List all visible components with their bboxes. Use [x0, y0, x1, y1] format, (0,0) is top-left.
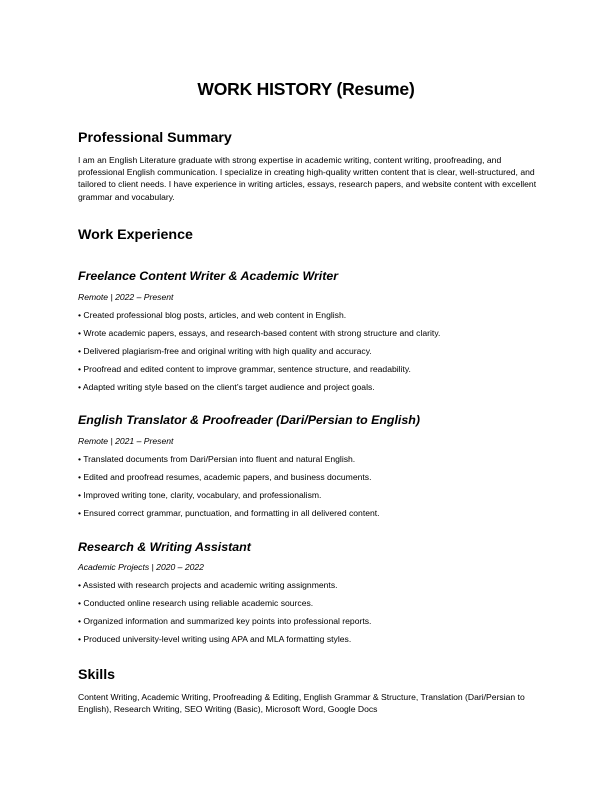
job-bullet: • Proofread and edited content to improve grammar, sentence structure, and readability.	[78, 364, 411, 374]
job-bullet: • Wrote academic papers, essays, and research-based content with strong structure and clarity.	[78, 328, 441, 338]
job-bullet: • Delivered plagiarism-free and original writing with high quality and accuracy.	[78, 346, 372, 356]
job-bullet: • Conducted online research using reliable academic sources.	[78, 598, 314, 608]
job-title: English Translator & Proofreader (Dari/Persian to English)	[78, 413, 420, 427]
document-title: WORK HISTORY (Resume)	[197, 79, 415, 99]
job-bullet: • Adapted writing style based on the client’s target audience and project goals.	[78, 382, 375, 392]
job-title: Research & Writing Assistant	[78, 540, 251, 554]
job-meta: Remote | 2022 – Present	[78, 292, 174, 302]
job-title: Freelance Content Writer & Academic Writer	[78, 269, 339, 283]
job-bullet: • Assisted with research projects and academic writing assignments.	[78, 580, 338, 590]
summary-heading: Professional Summary	[78, 130, 232, 146]
job-bullet: • Improved writing tone, clarity, vocabulary, and professionalism.	[78, 490, 322, 500]
skills-heading: Skills	[78, 667, 116, 683]
experience-heading: Work Experience	[78, 227, 193, 243]
job-bullet: • Organized information and summarized key points into professional reports.	[78, 616, 372, 626]
job-bullet: • Ensured correct grammar, punctuation, and formatting in all delivered content.	[78, 508, 380, 518]
job-bullet: • Edited and proofread resumes, academic papers, and business documents.	[78, 472, 372, 482]
skills-text: Content Writing, Academic Writing, Proofreading & Editing, English Grammar & Structure, Translation (Dari/Persian to English), Research Writing, SEO Writing (Basic), Microsoft Word, Google Docs	[78, 692, 525, 715]
job-meta: Remote | 2021 – Present	[78, 436, 174, 446]
job-meta: Academic Projects | 2020 – 2022	[78, 562, 204, 572]
job-bullet: • Translated documents from Dari/Persian into fluent and natural English.	[78, 454, 356, 464]
summary-text: I am an English Literature graduate with strong expertise in academic writing, content writing, proofreading, and professional English communication. I specialize in creating high-quality written content that is clear, well-structured, and tailored to client needs. I have experience in writing articles, essays, research papers, and website content with excellent grammar and vocabulary.	[78, 155, 537, 202]
job-bullet: • Produced university-level writing using APA and MLA formatting styles.	[78, 634, 352, 644]
job-bullet: • Created professional blog posts, articles, and web content in English.	[78, 310, 347, 320]
